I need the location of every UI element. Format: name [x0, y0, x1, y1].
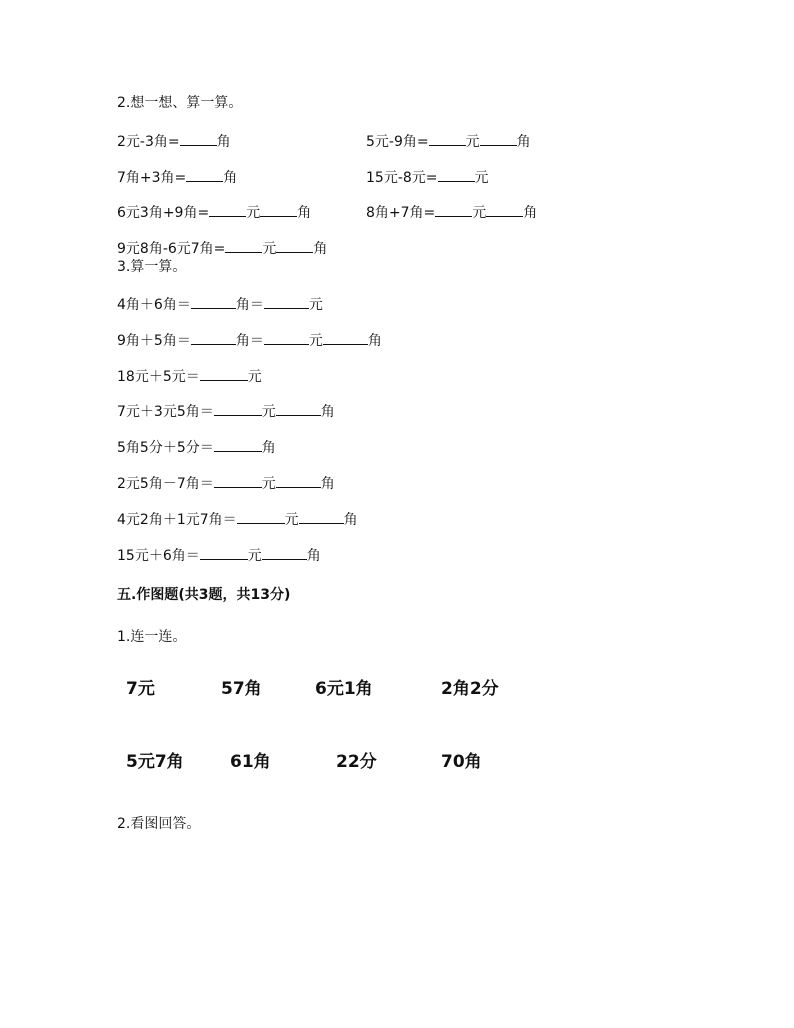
question-3-title: 3.算一算。 — [117, 259, 187, 275]
question-2-title: 2.想一想、算一算。 — [117, 95, 243, 111]
connect-item[interactable]: 61角 — [230, 752, 271, 772]
q3-line3: 18元＋5元＝ 元 — [117, 366, 262, 386]
connect-item[interactable]: 6元1角 — [315, 679, 373, 699]
connect-item[interactable]: 7元 — [126, 679, 155, 699]
q3-line5: 5角5分＋5分＝ 角 — [117, 437, 276, 457]
answer-blank[interactable] — [480, 131, 517, 146]
answer-blank[interactable] — [225, 238, 262, 253]
q2-row1-left: 2元-3角= 角 — [117, 131, 231, 151]
connect-item[interactable]: 70角 — [441, 752, 482, 772]
answer-blank[interactable] — [209, 202, 246, 217]
q3-line4: 7元＋3元5角＝ 元 角 — [117, 401, 335, 421]
q2-row3-left: 6元3角+9角= 元 角 — [117, 202, 311, 222]
answer-blank[interactable] — [323, 330, 368, 345]
answer-blank[interactable] — [260, 202, 297, 217]
connect-question-title: 1.连一连。 — [117, 629, 187, 645]
q3-line1: 4角＋6角＝ 角＝ 元 — [117, 294, 323, 314]
answer-blank[interactable] — [214, 401, 262, 416]
answer-blank[interactable] — [214, 437, 262, 452]
connect-item[interactable]: 57角 — [221, 679, 262, 699]
q2-row1-right: 5元-9角= 元 角 — [366, 131, 531, 151]
connect-item[interactable]: 5元7角 — [126, 752, 184, 772]
answer-blank[interactable] — [276, 238, 313, 253]
q3-line2: 9角＋5角＝ 角＝ 元 角 — [117, 330, 382, 350]
answer-blank[interactable] — [200, 545, 248, 560]
connect-item[interactable]: 22分 — [336, 752, 377, 772]
answer-blank[interactable] — [435, 202, 472, 217]
answer-blank[interactable] — [486, 202, 523, 217]
answer-blank[interactable] — [429, 131, 466, 146]
answer-blank[interactable] — [299, 509, 344, 524]
answer-blank[interactable] — [237, 509, 285, 524]
q2-row2-left: 7角+3角= 角 — [117, 167, 237, 187]
answer-blank[interactable] — [214, 473, 262, 488]
answer-blank[interactable] — [264, 330, 309, 345]
answer-blank[interactable] — [191, 294, 236, 309]
answer-blank[interactable] — [186, 167, 223, 182]
q2-row3-right: 8角+7角= 元 角 — [366, 202, 537, 222]
answer-blank[interactable] — [264, 294, 309, 309]
answer-blank[interactable] — [276, 401, 321, 416]
section-5-heading: 五.作图题(共3题，共13分) — [117, 587, 291, 603]
q2-row4: 9元8角-6元7角= 元 角 — [117, 238, 327, 258]
answer-blank[interactable] — [200, 366, 248, 381]
connect-item[interactable]: 2角2分 — [441, 679, 499, 699]
answer-blank[interactable] — [191, 330, 236, 345]
answer-blank[interactable] — [180, 131, 217, 146]
answer-blank[interactable] — [262, 545, 307, 560]
q2-row2-right: 15元-8元= 元 — [366, 167, 489, 187]
view-picture-question-title: 2.看图回答。 — [117, 816, 201, 832]
q3-line8: 15元＋6角＝ 元 角 — [117, 545, 321, 565]
q3-line6: 2元5角－7角＝ 元 角 — [117, 473, 335, 493]
q3-line7: 4元2角＋1元7角＝ 元 角 — [117, 509, 358, 529]
answer-blank[interactable] — [438, 167, 475, 182]
answer-blank[interactable] — [276, 473, 321, 488]
